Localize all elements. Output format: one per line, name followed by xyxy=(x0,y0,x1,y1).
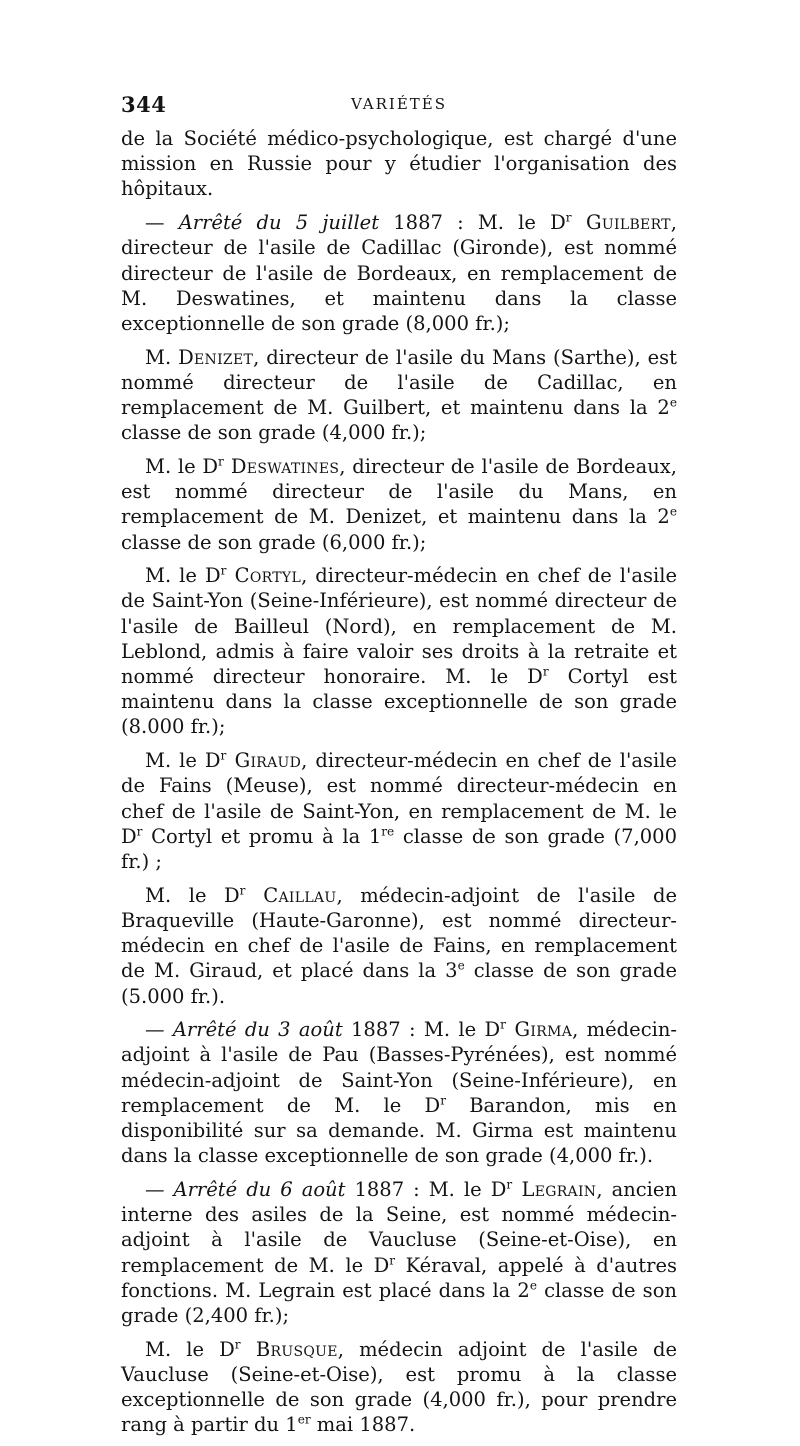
superscript: r xyxy=(136,824,143,839)
superscript: re xyxy=(381,824,395,839)
text-run: classe de son grade (6,000 fr.); xyxy=(121,530,427,554)
page-number: 344 xyxy=(121,92,167,117)
text-run: classe de son grade (4,000 fr.); xyxy=(121,421,427,445)
superscript: r xyxy=(500,1017,506,1032)
dash: — xyxy=(145,1177,174,1201)
superscript: r xyxy=(220,748,227,763)
text-run: M. xyxy=(145,345,179,369)
text-run: , directeur de l'asile du Mans (Sarthe), est nommé directeur de l'asile de Cadillac, en remplacement de M. Guilbert, et maintenu dans la 2 xyxy=(121,345,677,420)
paragraph-cortyl xyxy=(121,563,677,739)
superscript: r xyxy=(389,1253,396,1268)
superscript: r xyxy=(220,563,227,578)
paragraph-deswatines xyxy=(121,454,677,555)
text-run: , médecin adjoint de l'asile de Vaucluse (Seine-et-Oise), est promu à la classe exceptionnelle de son grade (4,000 fr.), pour prendre rang à partir du 1 xyxy=(121,1337,677,1437)
superscript: r xyxy=(234,1337,241,1352)
dash: — xyxy=(145,1018,173,1042)
text-run: M. le D xyxy=(145,564,221,588)
text-run: M. le D xyxy=(145,883,240,907)
superscript: e xyxy=(457,958,465,973)
text-run: Barandon, mis en disponibilité sur sa demande. M. Girma est maintenu dans la classe exceptionnelle de son grade (4,000 fr.). xyxy=(121,1093,677,1168)
person-name: Legrain xyxy=(512,1177,597,1201)
arrete-date: Arrêté du 6 août xyxy=(173,1177,346,1201)
person-name: Deswatines xyxy=(223,454,340,478)
person-name: Giraud xyxy=(226,749,302,773)
text-run: classe de son grade (5.000 fr.). xyxy=(121,959,677,1008)
text-run: Cortyl et promu à la 1 xyxy=(142,824,382,848)
text-run: classe de son grade (7,000 fr.) ; xyxy=(121,824,677,873)
superscript: r xyxy=(542,664,549,679)
text-run: , directeur-médecin en chef de l'asile de Saint-Yon (Seine-Inférieure), est nommé directeur de l'asile de Bailleul (Nord), en remplacement de M. Leblond, admis à faire valoir ses droits à la retraite et nommé directeur honoraire. M. le D xyxy=(121,564,677,689)
text-run: , directeur-médecin en chef de l'asile de Fains (Meuse), est nommé directeur-médecin en chef de l'asile de Saint-Yon, en remplacement de M. le D xyxy=(121,749,677,848)
section-title: VARIÉTÉS xyxy=(350,95,448,113)
paragraph-arrete-5-juillet xyxy=(121,210,677,336)
paragraph-brusque xyxy=(121,1337,677,1438)
text-run: 1887 : M. le D xyxy=(345,1177,507,1201)
arrete-date: Arrêté du 3 août xyxy=(172,1018,343,1042)
text-run: Kéraval, appelé à d'autres fonctions. M. Legrain est placé dans la 2 xyxy=(121,1253,677,1302)
text-run: , médecin-adjoint de l'asile de Braqueville (Haute-Garonne), est nommé directeur-médecin en chef de l'asile de Fains, en remplacement de M. Giraud, et placé dans la 3 xyxy=(121,883,677,983)
paragraph-caillau xyxy=(121,883,677,1009)
paragraph-arrete-6-aout xyxy=(121,1177,677,1328)
text-run: classe de son grade (2,400 fr.); xyxy=(121,1278,677,1327)
text-run: mai 1887. xyxy=(310,1413,416,1437)
text-run: , ancien interne des asiles de la Seine, est nommé médecin-adjoint à l'asile de Vaucluse (Seine-et-Oise), en remplacement de M. le D xyxy=(121,1177,678,1277)
paragraph-denizet xyxy=(121,345,677,446)
superscript: e xyxy=(669,504,677,519)
person-name: Brusque xyxy=(240,1337,338,1361)
superscript: er xyxy=(297,1412,311,1427)
superscript: r xyxy=(565,210,572,225)
text-run: 1887 : M. le D xyxy=(379,211,566,235)
paragraph-giraud xyxy=(121,748,677,874)
body-text xyxy=(121,126,677,1446)
text-run: 1887 : M. le D xyxy=(342,1018,501,1042)
person-name: Caillau xyxy=(245,883,337,907)
text-run: M. le D xyxy=(145,454,219,478)
superscript: e xyxy=(529,1278,537,1293)
text-run: M. le D xyxy=(145,1337,235,1361)
person-name: Cortyl xyxy=(226,564,302,588)
superscript: r xyxy=(218,454,224,469)
text-run: , directeur de l'asile de Cadillac (Gironde), est nommé directeur de l'asile de Bordeaux, en remplacement de M. Deswatines, et maintenu dans la classe exceptionnelle de son grade (8,000 fr.); xyxy=(121,211,677,335)
text-run: Cortyl est maintenu dans la classe exceptionnelle de son grade (8.000 fr.); xyxy=(121,665,677,739)
person-name: Girma xyxy=(505,1018,573,1042)
person-name: Guilbert xyxy=(571,211,671,235)
paragraph-arrete-3-aout xyxy=(121,1017,677,1168)
superscript: r xyxy=(506,1177,513,1192)
paragraph-continuation xyxy=(121,126,677,202)
superscript: r xyxy=(239,883,246,898)
text-run: , médecin-adjoint à l'asile de Pau (Basses-Pyrénées), est nommé médecin-adjoint de Saint-Yon (Seine-Inférieure), en remplacement de M. le D xyxy=(121,1018,678,1117)
text-run: M. le D xyxy=(145,749,221,773)
text-run: , directeur de l'asile de Bordeaux, est nommé directeur de l'asile du Mans, en remplacement de M. Denizet, et maintenu dans la 2 xyxy=(121,454,677,529)
dash: — xyxy=(145,211,179,235)
person-name: Denizet xyxy=(178,345,254,369)
superscript: r xyxy=(440,1093,446,1108)
paragraph-text: de la Société médico-psychologique, est chargé d'une mission en Russie pour y étudier l'organisation des hôpitaux. xyxy=(121,127,677,201)
superscript: e xyxy=(669,395,677,410)
arrete-date: Arrêté du 5 juillet xyxy=(178,211,380,235)
running-head xyxy=(121,92,677,118)
